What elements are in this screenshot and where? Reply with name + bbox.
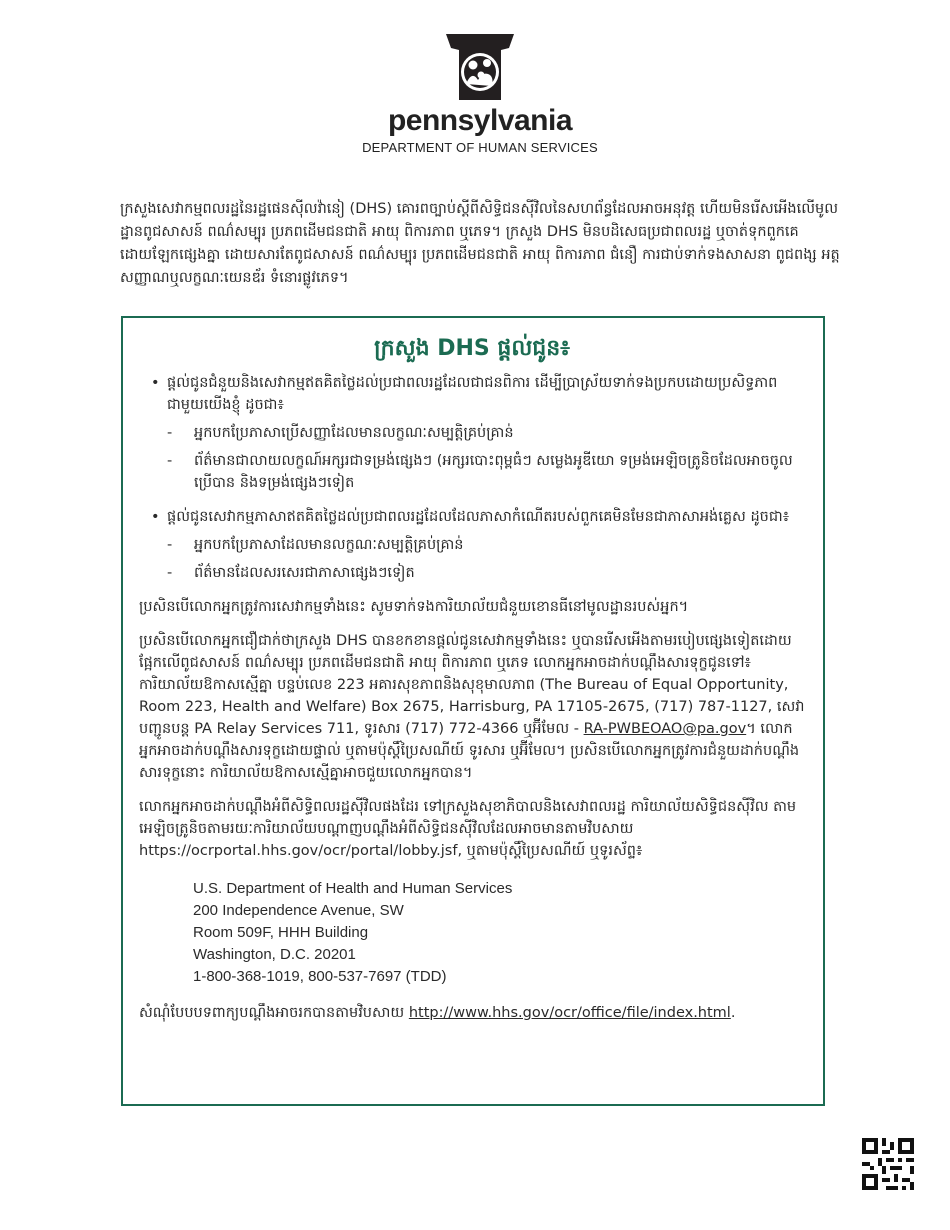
hhs-address — [193, 878, 805, 988]
intro-paragraph: ក្រសួងសេវាកម្មពលរដ្ឋនៃរដ្ឋផេនស៊ីលវ៉ានៀ (DHS) គោរពច្បាប់ស្ដីពីសិទ្ធិជនស៊ីវិលនៃសហព័ន្ធដែលអាចអនុវត្ត ហើយមិនរើសអើងលើមូលដ្ឋានពូជសាសន៍ ពណ៌សម្បុរ ប្រភពដើមជនជាតិ អាយុ ពិការភាព ឬភេទ។ ក្រសួង DHS មិនបដិសេធប្រជាពលរដ្ឋ ឬចាត់ទុកពួកគេដោយឡែកផ្សេងគ្នា ដោយសារតែពូជសាសន៍ ពណ៌សម្បុរ ប្រភពដើមជនជាតិ អាយុ ពិការភាព ជំនឿ ការជាប់ទាក់ទងសាសនា ពូជពង្ស អត្តសញ្ញាណឬលក្ខណៈយេនឌ័រ ទំនោរផ្លូវភេទ។ — [120, 201, 840, 286]
box-title: ក្រសួង DHS ផ្ដល់ជូន៖ — [374, 336, 570, 361]
brand-name: pennsylvania — [387, 104, 573, 137]
forms-period: . — [730, 1005, 736, 1021]
dash-mark: - — [167, 453, 173, 469]
bullet-item — [139, 372, 805, 416]
forms-link[interactable]: http://www.hhs.gov/ocr/office/file/index.html — [408, 1005, 731, 1021]
bullet-dot: • — [151, 375, 160, 391]
sub-text: អ្នកបកប្រែភាសាដែលមានលក្ខណៈសម្បត្តិគ្រប់គ្រាន់ — [194, 537, 464, 553]
bullet-item — [139, 506, 805, 528]
qr-code-icon — [862, 1138, 914, 1190]
keystone-family-icon — [444, 34, 516, 102]
complaint-text: ប្រសិនបើលោកអ្នកជឿជាក់ថាក្រសួង DHS បានខកខានផ្ដល់ជូនសេវាកម្មទាំងនេះ ឬបានរើសអើងតាមរបៀបផ្សេងទៀតដោយផ្អែកលើពូជសាសន៍ ពណ៌សម្បុរ ប្រភពដើមជនជាតិ អាយុ ពិការភាព ឬភេទ លោកអ្នកអាចដាក់បណ្ដឹងសារទុក្ខជូនទៅ៖ ការិយាល័យឱកាសស្មើគ្នា បន្ទប់លេខ 223 អគារសុខភាពនិងសុខុមាលភាព (The Bureau of Equal Opportunity, Room 223, Health and Welfare) Box 2675, Harrisburg, PA 17105-2675, (717) 787-1127, សេវាបញ្ជូនបន្ត PA Relay Services 711, ទូរសារ (717) 772-4366 ឬអ៊ីមែល - — [139, 633, 805, 737]
email-link[interactable]: RA-PWBEOAO@pa.gov — [583, 721, 747, 737]
dash-mark: - — [167, 565, 173, 581]
complaint-paragraph — [139, 630, 805, 784]
sub-text: ព័ត៌មានដែលសរសេរជាភាសាផ្សេងៗទៀត — [194, 565, 415, 581]
forms-paragraph — [139, 1002, 805, 1024]
address-line: U.S. Department of Health and Human Services — [193, 880, 513, 897]
sub-item — [139, 422, 805, 444]
sub-item — [139, 562, 805, 584]
department-name: DEPARTMENT OF HUMAN SERVICES — [362, 140, 598, 155]
pa-dhs-logo — [360, 34, 600, 155]
dash-mark: - — [167, 425, 173, 441]
address-line: Room 509F, HHH Building — [193, 924, 369, 941]
complaint-text-cont: ។ លោកអ្នកអាចដាក់បណ្ដឹងសារទុក្ខដោយផ្ទាល់ ឬតាមប៉ុស្ដិ៍ប្រៃសណីយ៍ ទូរសារ ឬអ៊ីមែល។ ប្រសិនបើលោកអ្នកត្រូវការជំនួយដាក់បណ្ដឹងសារទុក្ខនោះ ការិយាល័យឱកាសស្មើគ្នាអាចជួយលោកអ្នកបាន។ — [139, 721, 800, 781]
bullet-text: ផ្ដល់ជូនសេវាកម្មភាសាឥតគិតថ្លៃដល់ប្រជាពលរដ្ឋដែលដែលភាសាកំណើតរបស់ពួកគេមិនមែនជាភាសាអង់គ្លេស ដូចជា៖ — [167, 509, 790, 525]
dash-mark: - — [167, 537, 173, 553]
contact-county-paragraph: ប្រសិនបើលោកអ្នកត្រូវការសេវាកម្មទាំងនេះ សូមទាក់ទងការិយាល័យជំនួយខោនធីនៅមូលដ្ឋានរបស់អ្នក។ — [139, 599, 689, 615]
bullet-text: ផ្ដល់ជូនជំនួយនិងសេវាកម្មឥតគិតថ្លៃដល់ប្រជាពលរដ្ឋដែលជាជនពិការ ដើម្បីប្រាស្រ័យទាក់ទងប្រកបដោយប្រសិទ្ធភាពជាមួយយើងខ្ញុំ ដូចជា៖ — [167, 375, 778, 413]
address-line: 1-800-368-1019, 800-537-7697 (TDD) — [193, 968, 447, 985]
bullet-dot: • — [151, 509, 160, 525]
address-line: Washington, D.C. 20201 — [193, 946, 356, 963]
services-box — [121, 316, 825, 1106]
federal-complaint-paragraph: លោកអ្នកអាចដាក់បណ្ដឹងអំពីសិទ្ធិពលរដ្ឋស៊ីវិលផងដែរ ទៅក្រសួងសុខាភិបាលនិងសេវាពលរដ្ឋ ការិយាល័យសិទ្ធិជនស៊ីវិល តាមអេឡិចត្រូនិចតាមរយៈការិយាល័យបណ្ដាញបណ្ដឹងអំពីសិទ្ធិជនស៊ីវិលដែលអាចមានតាមវិបសាយ https://ocrportal.hhs.gov/ocr/portal/lobby.jsf, ឬតាមប៉ុស្ដិ៍ប្រៃសណីយ៍ ឬទូរស័ព្ទ៖ — [139, 799, 797, 859]
sub-item — [139, 450, 805, 494]
forms-text: សំណុំបែបបទពាក្យបណ្ដឹងអាចរកបានតាមវិបសាយ — [139, 1005, 409, 1021]
sub-text: អ្នកបកប្រែភាសាប្រើសញ្ញាដែលមានលក្ខណៈសម្បត្តិគ្រប់គ្រាន់ — [194, 425, 514, 441]
sub-item — [139, 534, 805, 556]
sub-text: ព័ត៌មានជាលាយលក្ខណ៍អក្សរជាទម្រង់ផ្សេងៗ (អក្សរបោះពុម្ពធំៗ សម្លេងអូឌីយោ ទម្រង់អេឡិចត្រូនិចដែលអាចចូលប្រើបាន និងទម្រង់ផ្សេងៗទៀត — [194, 453, 793, 491]
address-line: 200 Independence Avenue, SW — [193, 902, 404, 919]
